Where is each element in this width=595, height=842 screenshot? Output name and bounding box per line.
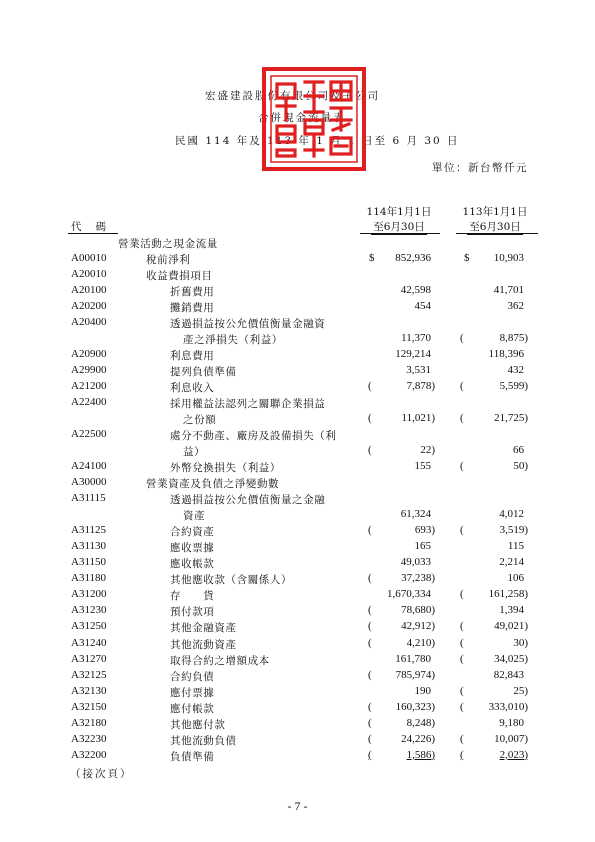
company-seal-stamp [261,66,367,172]
col1-prefix: ( [368,620,372,633]
col2-value: 41,701 [493,284,524,297]
row-description: 外幣兌換損失（利益） [170,462,281,475]
col1-prefix: ( [368,572,372,585]
col2-prefix: ( [460,412,464,425]
currency-unit: 單位：新台幣仟元 [432,162,528,174]
col2-prefix: $ [464,252,470,265]
row-description: 攤銷費用 [170,302,215,315]
row-code: A22400 [71,396,107,409]
table-row [0,572,595,588]
table-row [0,476,595,492]
row-description: 透過損益按公允價值衡量金融資 [170,318,326,331]
col2-prefix: ( [460,652,464,665]
row-description: 合約資產 [170,526,215,539]
col2-value: 66 [513,444,524,457]
col2-prefix: ( [460,588,464,601]
table-row [0,588,595,604]
row-description: 提列負債準備 [170,366,237,379]
col2-prefix: ( [460,748,464,761]
code-header: 代碼 [71,221,120,233]
col1-value: 693) [414,524,435,537]
col2-value: 432 [507,364,524,377]
col2-header [454,204,536,235]
col2-value: 106 [507,572,524,585]
col2-value: 5,599) [499,380,528,393]
table-row [0,460,595,476]
row-description: 透過損益按公允價值衡量之金融 [170,494,326,507]
col1-value: 190 [414,684,431,697]
col2-prefix: ( [460,380,464,393]
col1-value: 22) [420,444,435,457]
row-code: A24100 [71,460,107,473]
table-row [0,717,595,733]
table-row [0,236,595,252]
col1-value: 42,912) [401,620,435,633]
table-row [0,300,595,316]
row-code: A31270 [71,652,107,665]
row-description: 應付帳款 [170,702,215,715]
row-description: 其他應收款（含關係人） [170,574,293,587]
table-row [0,364,595,380]
col2-value: 82,843 [493,668,524,681]
col1-header-line1: 114年1月1日 [366,206,432,218]
table-row [0,508,595,524]
table-row [0,701,595,717]
row-description: 益） [183,446,206,459]
row-description: 負債準備 [170,750,215,763]
row-description: 營業活動之現金流量 [118,238,218,250]
col1-value: 1,670,334 [387,588,431,601]
col2-prefix: ( [460,700,464,713]
table-row [0,380,595,396]
table-row [0,524,595,540]
row-description: 預付款項 [170,606,215,619]
col1-prefix: ( [368,716,372,729]
row-description: 稅前淨利 [146,254,191,267]
col1-value: 161,780 [395,652,431,665]
company-name: 宏盛建設股份有限公司及子公司 [205,90,380,102]
row-description: 利息費用 [170,350,215,363]
col1-prefix: ( [368,444,372,457]
col1-header-rule [360,233,440,234]
col2-value: 10,903 [493,252,524,265]
col2-value: 4,012 [499,508,524,521]
row-code: A32230 [71,732,107,745]
row-description: 利息收入 [170,382,215,395]
code-header-rule [68,233,118,234]
table-row [0,620,595,636]
table-row [0,268,595,284]
table-row [0,332,595,348]
row-code: A20400 [71,316,107,329]
col2-value: 50) [513,460,528,473]
col1-prefix: ( [368,604,372,617]
table-row [0,637,595,653]
col2-value: 21,725) [494,412,528,425]
row-description: 存 貨 [170,590,215,603]
row-description: 其他流動資產 [170,638,237,651]
row-description: 產之淨損失（利益） [183,334,283,347]
col2-value: 362 [507,300,524,313]
row-code: A32200 [71,748,107,761]
table-row [0,348,595,364]
col2-value: 34,025) [494,652,528,665]
row-description: 合約負債 [170,670,215,683]
col1-header-line2: 至6月30日 [373,221,425,233]
col2-prefix: ( [460,732,464,745]
table-row [0,604,595,620]
row-code: A00010 [71,252,107,265]
col2-value: 1,394 [499,604,524,617]
col1-value: 454 [414,300,431,313]
table-row [0,396,595,412]
col2-value: 8,875) [499,332,528,345]
row-code: A31230 [71,604,107,617]
col1-value: 42,598 [400,284,431,297]
row-code: A31125 [71,524,107,537]
row-description: 取得合約之增額成本 [170,654,270,667]
row-description: 應收帳款 [170,558,215,571]
col1-value: 165 [414,540,431,553]
row-description: 應收票據 [170,542,215,555]
col2-value: 2,214 [499,556,524,569]
col1-prefix: ( [368,668,372,681]
col1-prefix: $ [369,252,375,265]
row-code: A31130 [71,540,107,553]
col2-value: 3,519) [499,524,528,537]
col1-prefix: ( [368,380,372,393]
col1-value: 24,226) [401,732,435,745]
table-row [0,444,595,460]
col1-value: 78,680) [401,604,435,617]
col1-value: 129,214 [395,348,431,361]
col1-prefix: ( [368,748,372,761]
table-row [0,428,595,444]
row-code: A20100 [71,284,107,297]
col2-value: 49,021) [494,620,528,633]
col2-value: 9,180 [499,716,524,729]
col2-header-line2: 至6月30日 [469,221,521,233]
row-description: 處分不動產、廠房及設備損失（利 [170,430,337,443]
col1-prefix: ( [368,636,372,649]
row-code: A29900 [71,364,107,377]
col2-value: 2,023) [499,748,528,761]
col2-value: 161,258) [488,588,528,601]
col1-prefix: ( [368,412,372,425]
row-code: A30000 [71,476,107,489]
col2-value: 118,396 [488,348,524,361]
continued-note: （接次頁） [70,768,133,780]
row-description: 資產 [183,510,206,523]
col2-value: 115 [507,540,524,553]
table-row [0,685,595,701]
col1-value: 160,323) [395,700,435,713]
row-code: A20010 [71,268,107,281]
row-code: A22500 [71,428,107,441]
col1-value: 61,324 [400,508,431,521]
col1-value: 37,238) [401,572,435,585]
table-row [0,556,595,572]
page-number: - 7 - [287,799,308,813]
row-code: A31200 [71,588,107,601]
col1-value: 8,248) [406,716,435,729]
col1-header [358,204,440,235]
table-row [0,540,595,556]
row-description: 營業資產及負債之淨變動數 [146,478,280,491]
row-description: 其他流動負債 [170,734,237,747]
row-code: A20200 [71,300,107,313]
col1-value: 155 [414,460,431,473]
row-description: 之份額 [183,414,217,427]
col1-prefix: ( [368,732,372,745]
col1-value: 7,878) [406,380,435,393]
col1-value: 49,033 [400,556,431,569]
row-code: A20900 [71,348,107,361]
row-description: 採用權益法認列之關聯企業損益 [170,398,326,411]
row-description: 其他金融資產 [170,622,237,635]
col2-header-rule [456,233,538,234]
statement-title: 合併現金流量表 [258,112,346,124]
row-code: A31180 [71,572,107,585]
col2-value: 10,007) [494,732,528,745]
table-row [0,492,595,508]
col2-value: 333,010) [488,700,528,713]
row-code: A32125 [71,668,107,681]
col2-prefix: ( [460,524,464,537]
col2-value: 30) [513,636,528,649]
col2-header-line1: 113年1月1日 [462,206,528,218]
table-row [0,669,595,685]
row-code: A31115 [71,492,106,505]
row-code: A32130 [71,684,107,697]
col1-value: 4,210) [406,636,435,649]
row-code: A32150 [71,700,107,713]
col2-value: 25) [513,684,528,697]
col1-value: 852,936 [395,252,431,265]
col1-value: 1,586) [406,748,435,761]
table-row [0,733,595,749]
row-code: A31250 [71,620,107,633]
table-row [0,252,595,268]
row-code: A31150 [71,556,107,569]
row-code: A31240 [71,636,107,649]
row-description: 應付票據 [170,686,215,699]
table-row [0,412,595,428]
col1-value: 11,021) [401,412,435,425]
col1-value: 11,370 [401,332,431,345]
table-row [0,653,595,669]
col2-prefix: ( [460,460,464,473]
row-code: A32180 [71,716,107,729]
table-row [0,284,595,300]
col2-prefix: ( [460,636,464,649]
table-row [0,316,595,332]
col1-value: 3,531 [406,364,431,377]
col1-value: 785,974) [395,668,435,681]
col1-prefix: ( [368,700,372,713]
col2-prefix: ( [460,332,464,345]
row-code: A21200 [71,380,107,393]
statement-period: 民國 114 年及 113 年 1 月 1 日至 6 月 30 日 [175,135,460,147]
col2-prefix: ( [460,684,464,697]
table-row [0,749,595,765]
col2-prefix: ( [460,620,464,633]
row-description: 收益費損項目 [146,270,213,283]
col1-prefix: ( [368,524,372,537]
row-description: 其他應付款 [170,718,226,731]
row-description: 折舊費用 [170,286,215,299]
